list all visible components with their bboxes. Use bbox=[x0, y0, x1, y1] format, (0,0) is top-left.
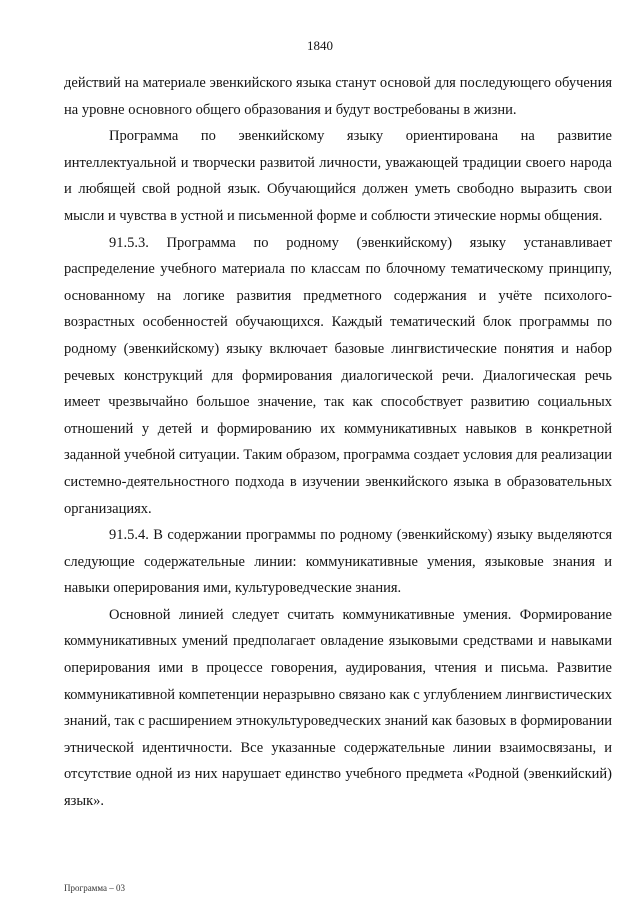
page-number: 1840 bbox=[307, 38, 333, 53]
paragraph-91-5-4: 91.5.4. В содержании программы по родному (эвенкийскому) языку выделяются следующие содержательные линии: коммуникативные умения, языковые знания и навыки оперирования ими, культуроведческие знания. bbox=[64, 527, 612, 597]
paragraph-main-line: Основной линией следует считать коммуникативные умения. Формирование коммуникативных умений предполагает овладение языковыми средствами и навыками оперирования ими в процессе говорения, аудирования, чтения и письма. Развитие коммуникативной компетенции неразрывно связано как с углублением лингвистических знаний, так с расширением этнокультуроведческих знаний как базовых в формировании этнической идентичности. Все указанные содержательные линии взаимосвязаны, и отсутствие одной из них нарушает единство учебного предмета «Родной (эвенкийский) язык». bbox=[64, 606, 612, 810]
paragraph-program-orientation: Программа по эвенкийскому языку ориентирована на развитие интеллектуальной и творчески развитой личности, уважающей традиции своего народа и любящей свой родной язык. Обучающийся должен уметь свободно выразить свои мысли и чувства в устной и письменной форме и соблюсти этические нормы общения. bbox=[64, 128, 612, 224]
paragraph-continuation: действий на материале эвенкийского языка станут основой для последующего обучения на уровне основного общего образования и будут востребованы в жизни. bbox=[64, 75, 612, 118]
body-text bbox=[64, 70, 612, 815]
footer-label: Программа – 03 bbox=[64, 883, 126, 893]
paragraph-91-5-3: 91.5.3. Программа по родному (эвенкийскому) языку устанавливает распределение учебного материала по классам по блочному тематическому принципу, основанному на логике развития предметного содержания и учёте психолого-возрастных особенностей обучающихся. Каждый тематический блок программы по родному (эвенкийскому) языку включает базовые лингвистические понятия и набор речевых конструкций для формирования диалогической речи. Диалогическая речь имеет чрезвычайно большое значение, так как способствует развитию социальных отношений у детей и формированию их коммуникативных навыков в конкретной заданной учебной ситуации. Таким образом, программа создает условия для реализации системно-деятельностного подхода в изучении эвенкийского языка в образовательных организациях. bbox=[64, 234, 612, 517]
